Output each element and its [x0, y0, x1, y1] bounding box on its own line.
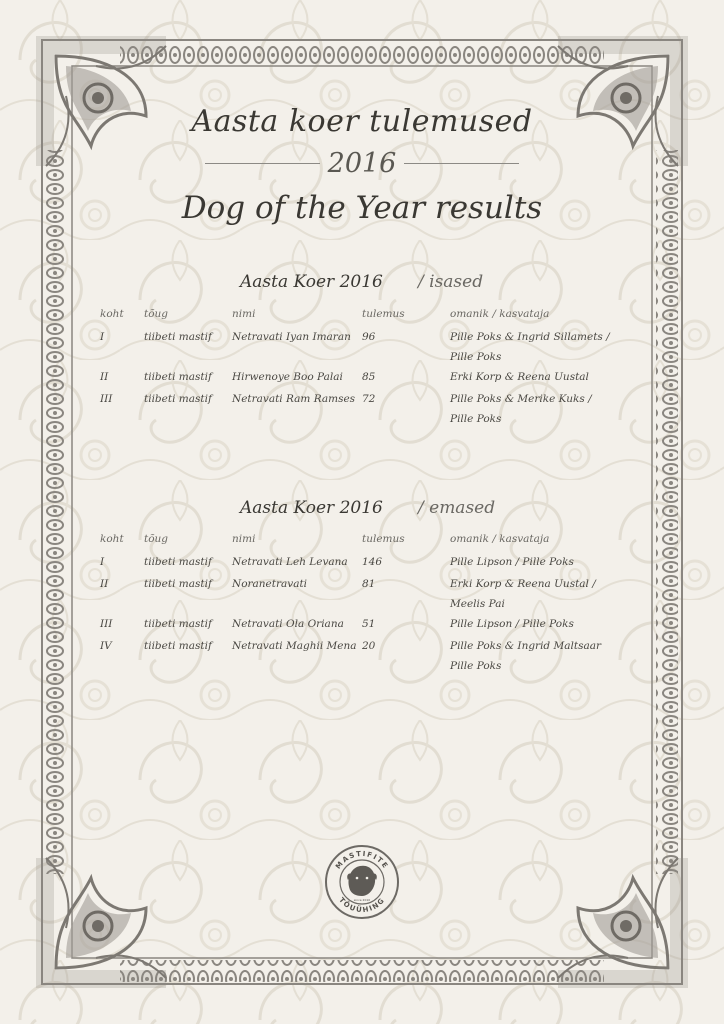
col-header-place: koht — [100, 308, 124, 320]
cell-breed: tiibeti mastif — [144, 331, 212, 343]
owner-line: Erki Korp & Reena Uustal / — [450, 578, 596, 590]
cell-dog: Netravati Ram Ramses — [232, 393, 356, 405]
cell-owner — [450, 636, 622, 676]
section-name: Aasta Koer 2016 — [240, 272, 383, 292]
cell-dog: Netravati Maghii Mena — [232, 640, 357, 652]
table-header-row — [100, 308, 622, 327]
col-header-place: koht — [100, 533, 124, 545]
section-subtitle: / isased — [418, 272, 484, 292]
cell-owner — [450, 574, 622, 614]
cell-owner — [450, 389, 622, 429]
col-header-breed: tõug — [144, 533, 169, 545]
cell-breed: tiibeti mastif — [144, 640, 212, 652]
table-header-row — [100, 533, 622, 552]
cell-breed: tiibeti mastif — [144, 371, 212, 383]
cell-breed: tiibeti mastif — [144, 393, 212, 405]
owner-line-2: Meelis Pai — [450, 598, 505, 610]
cell-place: III — [100, 618, 113, 630]
col-header-owner: omanik / kasvataja — [450, 533, 550, 545]
cell-breed: tiibeti mastif — [144, 618, 212, 630]
col-header-breed: tõug — [144, 308, 169, 320]
results-table-females — [100, 533, 622, 676]
col-header-owner: omanik / kasvataja — [450, 308, 550, 320]
table-row — [100, 574, 622, 614]
cell-score: 146 — [362, 556, 383, 568]
cell-score: 81 — [362, 578, 376, 590]
owner-line: Pille Poks & Merike Kuks / — [450, 393, 592, 405]
cell-dog: Netravati Leh Levana — [232, 556, 348, 568]
cell-score: 20 — [362, 640, 376, 652]
owner-line-2: Pille Poks — [450, 413, 502, 425]
mastiff-club-logo — [324, 844, 400, 920]
cell-place: IV — [100, 640, 112, 652]
cell-score: 72 — [362, 393, 376, 405]
cell-score: 51 — [362, 618, 376, 630]
title-estonian: Aasta koer tulemused — [191, 104, 533, 139]
section-name: Aasta Koer 2016 — [240, 498, 383, 518]
cell-dog: Netravati Ola Oriana — [232, 618, 344, 630]
col-header-name: nimi — [232, 308, 256, 320]
cell-score: 85 — [362, 371, 376, 383]
cell-breed: tiibeti mastif — [144, 578, 212, 590]
logo-since: since 2010 — [353, 898, 371, 902]
col-header-score: tulemus — [362, 308, 405, 320]
cell-score: 96 — [362, 331, 376, 343]
table-row — [100, 389, 622, 429]
title-rule-right — [404, 163, 519, 164]
logo-text-top: MASTIFITE — [334, 849, 390, 871]
col-header-name: nimi — [232, 533, 256, 545]
table-row — [100, 552, 622, 574]
results-table-males — [100, 308, 622, 429]
owner-line: Pille Poks & Ingrid Maltsaar — [450, 640, 602, 652]
cell-place: II — [100, 578, 109, 590]
table-row — [100, 614, 622, 636]
cell-place: I — [100, 331, 105, 343]
cell-place: III — [100, 393, 113, 405]
cell-owner: Pille Lipson / Pille Poks — [450, 618, 574, 630]
title-english: Dog of the Year results — [181, 190, 543, 226]
title-year: 2016 — [327, 148, 397, 179]
logo-text-bottom: TÕUÜHING — [337, 895, 387, 915]
cell-dog: Noranetravati — [232, 578, 308, 590]
cell-breed: tiibeti mastif — [144, 556, 212, 568]
table-row — [100, 367, 622, 389]
owner-line-2: Pille Poks — [450, 660, 502, 672]
cell-place: II — [100, 371, 109, 383]
col-header-score: tulemus — [362, 533, 405, 545]
section-subtitle: / emased — [418, 498, 496, 518]
table-row — [100, 327, 622, 367]
cell-dog: Hirwenoye Boo Palai — [232, 371, 343, 383]
cell-place: I — [100, 556, 105, 568]
cell-dog: Netravati Iyan Imaran — [232, 331, 351, 343]
cell-owner — [450, 327, 622, 367]
owner-line: Pille Poks & Ingrid Sillamets / — [450, 331, 610, 343]
table-row — [100, 636, 622, 676]
cell-owner: Pille Lipson / Pille Poks — [450, 556, 574, 568]
owner-line-2: Pille Poks — [450, 351, 502, 363]
cell-owner: Erki Korp & Reena Uustal — [450, 371, 589, 383]
